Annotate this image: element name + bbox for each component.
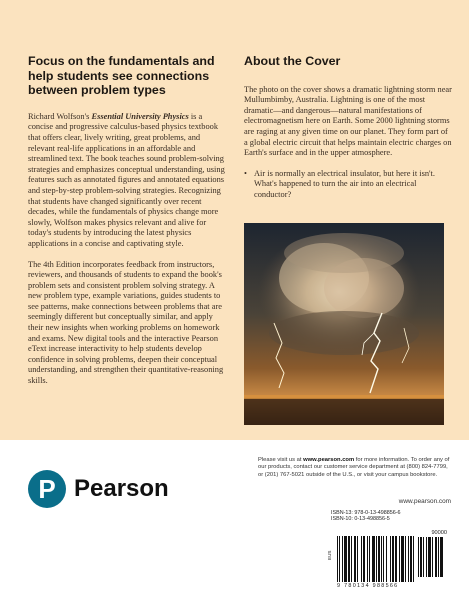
- barcode-bar: [367, 536, 368, 582]
- barcode-bar: [354, 536, 356, 582]
- pearson-logo: [28, 470, 208, 510]
- isbn-13: ISBN-13: 978-0-13-498856-6: [331, 510, 401, 516]
- barcode-bar: [432, 537, 433, 577]
- barcode-bar: [361, 536, 362, 582]
- barcode-bar: [383, 536, 384, 582]
- description-paragraph-1: [28, 112, 228, 250]
- left-heading: Focus on the fundamentals and help students see connections between problem types: [28, 54, 215, 98]
- barcode-bar: [339, 536, 340, 582]
- barcode-bar: [390, 536, 391, 582]
- barcode-bar: [357, 536, 358, 582]
- cover-question-text: Air is normally an electrical insulator, but here it isn't. What's happened to turn the air into an electrical conductor?: [254, 168, 435, 199]
- barcode-bar: [418, 537, 419, 577]
- barcode-bar: [363, 536, 365, 582]
- about-cover-paragraph: The photo on the cover shows a dramatic lightning storm near Mullumbimby, Australia. Lightning is one of the most dramatic—and dangerous—natural manifestations of electromagnetism here on Earth. Some 2000 lightning storms are raging at any given time on our planet. They form part of a global electric circuit that helps maintain electric charges on Earth's surface and in the upper atmosphere.: [244, 84, 452, 158]
- barcode-bar: [344, 536, 347, 582]
- info-before: Please visit us at: [258, 457, 304, 463]
- barcode-block: [327, 508, 453, 594]
- left-column: [28, 54, 228, 397]
- barcode-bar: [440, 537, 443, 577]
- addon-barcode: [418, 537, 446, 577]
- barcode-bar: [378, 536, 380, 582]
- barcode-bar: [426, 537, 427, 577]
- barcode-side-label: EUS: [327, 550, 332, 560]
- barcode-bar: [405, 536, 406, 582]
- para1-before: Richard Wolfson's: [28, 111, 92, 121]
- barcode-bar: [351, 536, 352, 582]
- barcode-bar: [410, 536, 412, 582]
- isbn-lines: [331, 510, 401, 523]
- barcode-bar: [423, 537, 424, 577]
- pearson-wordmark: Pearson: [74, 475, 169, 502]
- pearson-mark-letter: P: [38, 474, 56, 504]
- barcode-bar: [392, 536, 394, 582]
- barcode-bar: [342, 536, 343, 582]
- about-cover-heading: About the Cover: [244, 54, 341, 68]
- barcode-bar: [420, 537, 422, 577]
- right-column: [244, 54, 452, 211]
- barcode-bar: [408, 536, 409, 582]
- info-after: for more information. To order any of our products, contact our customer service department at (800) 824-7799, or (201) 767-5021 outside of the U.S., or visit your campus bookstore.: [258, 457, 450, 478]
- barcode-digits: 9 780134 988566: [337, 583, 399, 589]
- cover-question: [244, 169, 452, 201]
- barcode-bar: [435, 537, 437, 577]
- barcode-bar: [399, 536, 400, 582]
- para1-after: is a concise and progressive calculus-based physics textbook that offers clear, lively writing, great problems, and relevant real-life applications in an affordable and streamlined text. The book teaches sound problem-solving strategies and emphasizes conceptual understanding, using features such as annotated figures and annotated equations and step-by-step problem-solving strategies. Recognizing that students have changed significantly over recent decades, while the fundamentals of physics change more slowly, Wolfson makes physics relevant and alive for today's students by introducing the latest physics applications in a concise and captivating style.: [28, 111, 225, 248]
- barcode-bar: [428, 537, 431, 577]
- barcode-bar: [438, 537, 439, 577]
- website-url[interactable]: www.pearson.com: [398, 498, 451, 505]
- bullet-icon: •: [244, 168, 247, 178]
- barcode-bar: [381, 536, 382, 582]
- price-code: 90000: [431, 530, 447, 536]
- book-title: Essential University Physics: [91, 111, 189, 121]
- info-url[interactable]: www.pearson.com: [303, 457, 355, 463]
- barcode-bar: [348, 536, 350, 582]
- barcode-bar: [372, 536, 375, 582]
- ean-barcode: [337, 536, 415, 582]
- barcode-bar: [395, 536, 397, 582]
- barcode-bar: [413, 536, 414, 582]
- barcode-bar: [337, 536, 338, 582]
- ordering-info: [258, 457, 453, 479]
- description-paragraph-2: The 4th Edition incorporates feedback from instructors, reviewers, and thousands of students to expand the book's problem sets and consistent problem solving strategy. A new problem type, example variations, guides students to see patterns, make connections between problems that are seemingly different but conceptually similar, and apply their new insights when working problems on homework and exams. New digital tools and the interactive Pearson eText increase interactivity to help students develop confidence in solving problems, deepen their conceptual understanding, and strengthen their quantitative-reasoning skills.: [28, 259, 224, 386]
- barcode-bar: [401, 536, 404, 582]
- lightning-storm-photo: [244, 223, 444, 425]
- barcode-bar: [376, 536, 377, 582]
- barcode-bar: [369, 536, 370, 582]
- barcode-bar: [386, 536, 387, 582]
- isbn-10: ISBN-10: 0-13-498856-5: [331, 516, 390, 523]
